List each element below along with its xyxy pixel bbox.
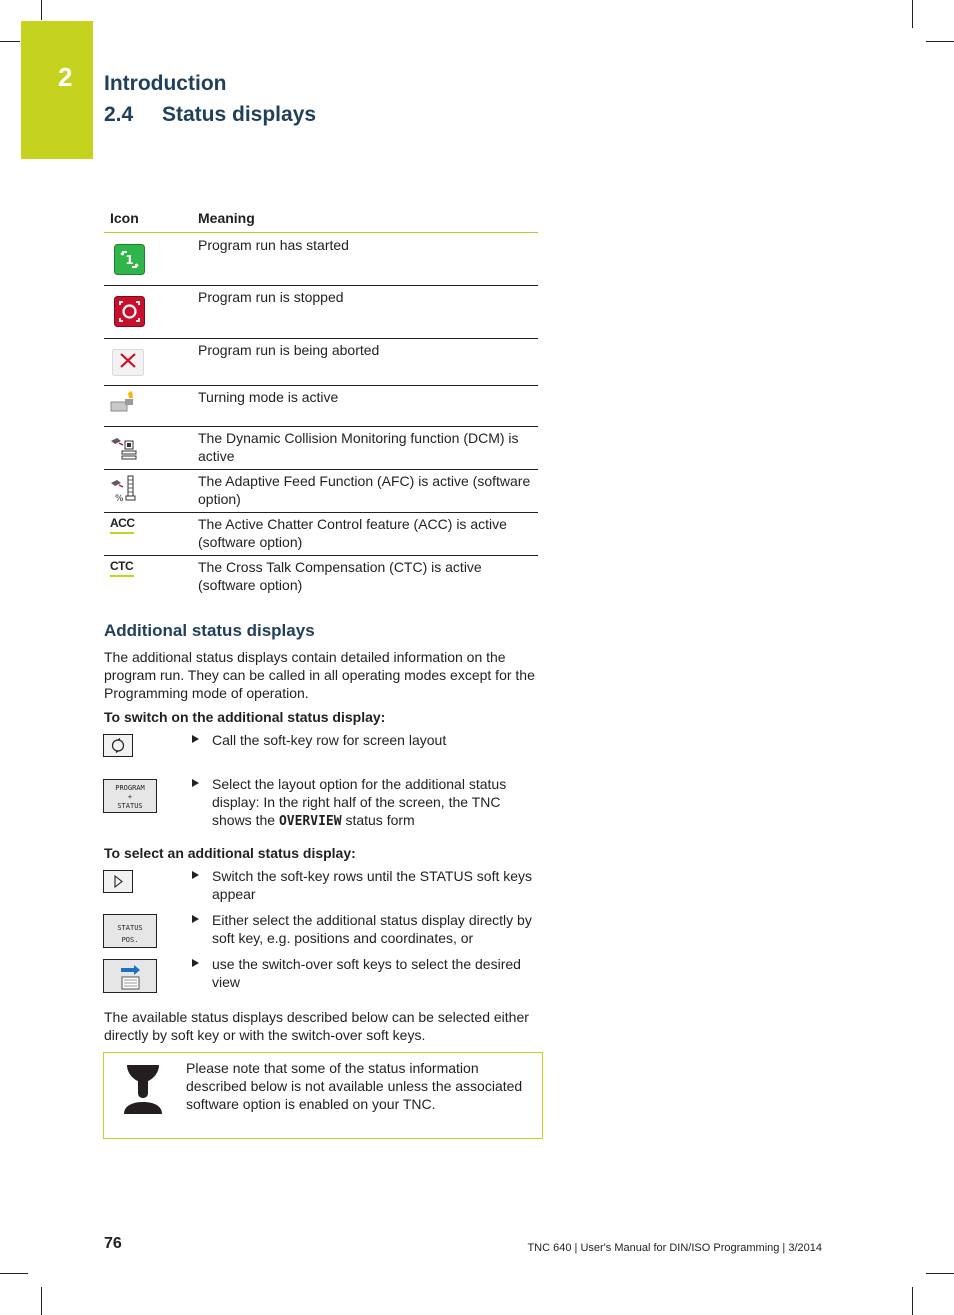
table-row-meaning: The Adaptive Feed Function (AFC) is active (software option) [198,473,531,507]
outro-paragraph: The available status displays described below can be selected either directly by soft key or with the switch-over soft keys. [104,1009,529,1043]
switch-over-icon [104,960,156,992]
intro-paragraph: The additional status displays contain detailed information on the program run. They can be called in all operating modes except for the Programming mode of operation. [104,649,535,701]
step-text: Call the soft-key row for screen layout [212,732,447,748]
table-row-divider [104,385,538,386]
step-text: Switch the soft-key rows until the STATUS soft keys appear [212,868,533,902]
section-number: 2.4 [104,103,134,126]
turning-mode-icon [109,390,137,419]
step-text: use the switch-over soft keys to select the desired view [212,956,521,990]
svg-text:1: 1 [125,253,134,267]
next-arrow-icon [104,871,132,892]
table-header-rule [104,232,538,233]
table-row-meaning: The Dynamic Collision Monitoring function (DCM) is active [198,430,519,464]
bullet-triangle-icon [192,959,199,967]
program-started-icon [114,244,145,280]
step-text-part: Select the layout option for the additional status display: In the right half of the screen, the TNC shows the [212,776,507,828]
page-number: 76 [104,1235,122,1252]
bullet-triangle-icon [192,915,199,923]
crop-mark [912,0,913,28]
table-row-divider [104,469,538,470]
screen-layout-key[interactable] [103,734,133,757]
ctc-icon-text: CTC [110,559,134,573]
screen-layout-icon [104,735,132,756]
crop-mark [0,41,20,42]
table-row-divider [104,285,538,286]
softkey-label-line: PROGRAM [115,784,145,792]
softkey-label-line: + [127,793,133,801]
table-row-meaning: The Active Chatter Control feature (ACC) is active (software option) [198,516,507,550]
crop-mark [41,0,42,20]
chapter-number: 2 [58,62,73,92]
step-item [192,731,542,749]
crop-mark [926,1273,954,1274]
table-header-icon: Icon [110,210,139,226]
ctc-icon [110,559,142,579]
program-status-softkey[interactable] [103,779,157,813]
chapter-tab [21,21,93,159]
softkey-label-line: STATUS [117,924,143,932]
acc-icon [110,516,142,536]
next-softkey-row-key[interactable] [103,870,133,893]
svg-text:%: % [115,494,124,504]
table-row-meaning: Turning mode is active [198,389,339,405]
ctc-icon-underline [110,575,134,577]
crop-mark [926,41,954,42]
afc-icon [109,474,139,509]
step-item [192,911,542,947]
crop-mark [0,1273,28,1274]
step-text: Either select the additional status display directly by soft key, e.g. positions and coordinates, or [212,912,532,946]
bullet-triangle-icon [192,779,199,787]
bullet-triangle-icon [192,871,199,879]
program-stopped-icon [114,296,145,332]
step-text-part: status form [341,812,415,828]
softkey-label-line: POS. [121,936,139,944]
table-header-meaning: Meaning [198,210,255,226]
table-row-divider [104,555,538,556]
step-text [212,775,542,831]
select-heading: To select an additional status display: [104,845,356,861]
step-item [192,775,542,831]
acc-icon-underline [110,532,134,534]
table-row-meaning: Program run is being aborted [198,342,380,358]
crop-mark [41,1287,42,1315]
switch-on-heading: To switch on the additional status display: [104,709,386,725]
table-row-divider [104,338,538,339]
step-item [192,955,542,991]
status-pos-softkey[interactable] [103,914,157,948]
dcm-icon [109,435,139,467]
section-title-line [104,103,316,127]
section-heading: Additional status displays [104,621,315,640]
switch-over-softkey[interactable] [103,959,157,993]
section-title: Status displays [162,103,317,126]
table-row-divider [104,426,538,427]
table-row-meaning: The Cross Talk Compensation (CTC) is active (software option) [198,559,482,593]
program-aborted-icon [112,349,144,381]
softkey-label-line: STATUS [117,802,143,810]
note-text: Please note that some of the status information described below is not available unless the associated software option is enabled on your TNC. [186,1060,523,1112]
table-row-meaning: Program run has started [198,237,349,253]
bullet-triangle-icon [192,735,199,743]
acc-icon-text: ACC [110,516,135,530]
table-row-meaning: Program run is stopped [198,289,344,305]
step-item [192,867,542,903]
footer-text: TNC 640 | User's Manual for DIN/ISO Programming | 3/2014 [527,1242,822,1254]
machine-note-icon [122,1062,164,1121]
chapter-title: Introduction [104,72,227,95]
table-row-divider [104,512,538,513]
crop-mark [912,1287,913,1315]
overview-keyword: OVERVIEW [278,814,342,829]
